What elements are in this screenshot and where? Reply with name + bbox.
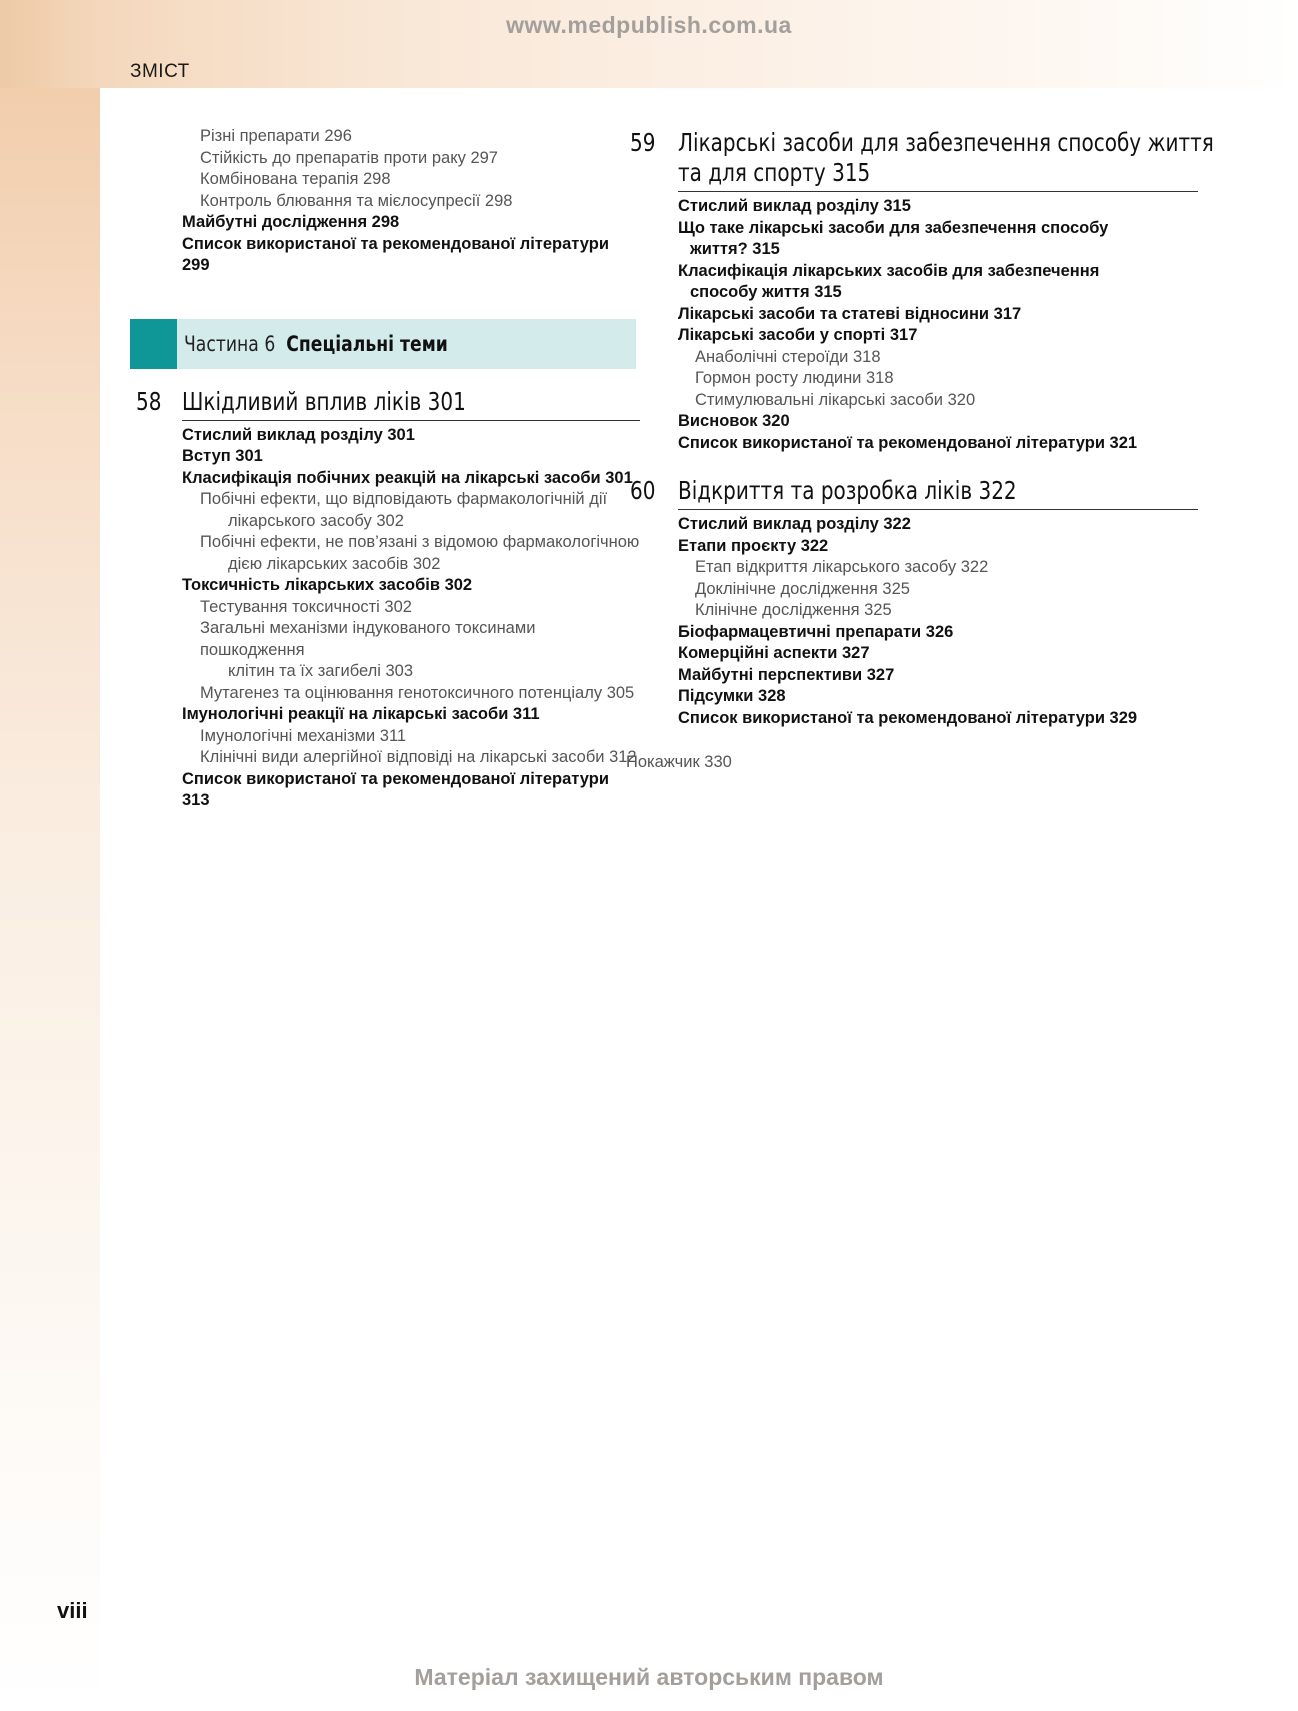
toc-section-entry — [130, 212, 640, 234]
toc-entry-text: Побічні ефекти, що відповідають фармакологічній дії — [200, 490, 608, 508]
toc-section-entry — [678, 218, 1198, 261]
chapter-number: 60 — [630, 476, 656, 505]
toc-section-entry — [130, 446, 640, 468]
toc-entry-text: Підсумки 328 — [678, 687, 786, 705]
toc-section-entry — [678, 643, 1198, 665]
toc-subsection-entry — [130, 683, 640, 705]
chapter-60-entries — [678, 514, 1198, 729]
toc-entry-text: Клінічне дослідження 325 — [695, 601, 892, 619]
toc-entry-text: Комерційні аспекти 327 — [678, 644, 870, 662]
toc-section-entry — [678, 411, 1198, 433]
toc-subsection-entry — [130, 747, 640, 769]
chapter-59 — [630, 128, 1214, 454]
toc-subsection-entry — [678, 347, 1198, 369]
chapter-title: Відкриття та розробка ліків 322 — [678, 476, 1198, 510]
toc-entry-text: Різні препарати 296 — [200, 127, 352, 145]
toc-subsection-entry — [130, 191, 640, 213]
toc-section-entry — [678, 708, 1198, 730]
chapter-59-entries — [678, 196, 1198, 454]
toc-section-entry — [678, 665, 1198, 687]
toc-entry-text: Контроль блювання та мієлосупресії 298 — [200, 191, 513, 210]
part-banner — [130, 319, 636, 369]
toc-entry-text: Лікарські засоби у спорті 317 — [678, 326, 918, 344]
toc-entry-text: Імунологічні механізми 311 — [200, 726, 407, 745]
toc-section-entry — [130, 769, 640, 812]
toc-entry-text: Список використаної та рекомендованої літератури 329 — [678, 708, 1138, 727]
toc-entry-text: Токсичність лікарських засобів 302 — [182, 576, 473, 594]
toc-entry-continuation: лікарського засобу 302 — [228, 511, 404, 530]
toc-entry-text: Стислий виклад розділу 315 — [678, 197, 911, 215]
toc-entry-text: Гормон росту людини 318 — [695, 369, 894, 387]
toc-entry-text: Загальні механізми індукованого токсинами пошкодження — [200, 619, 536, 659]
toc-entry-text: Етап відкриття лікарського засобу 322 — [695, 558, 989, 576]
toc-section-entry — [678, 325, 1198, 347]
part-banner-text — [184, 319, 448, 369]
toc-entry-text: Мутагенез та оцінювання генотоксичного потенціалу 305 — [200, 683, 635, 702]
toc-right-column — [626, 128, 1214, 772]
toc-subsection-entry — [130, 126, 640, 148]
toc-entry-text: Клінічні види алергійної відповіді на лікарські засоби 312 — [200, 748, 637, 766]
toc-section-entry — [130, 575, 640, 597]
toc-section-entry — [678, 514, 1198, 536]
toc-entry-continuation: клітин та їх загибелі 303 — [228, 662, 413, 680]
toc-entry-text: Лікарські засоби та статеві відносини 317 — [678, 304, 1022, 323]
toc-entry-text: Доклінічне дослідження 325 — [695, 579, 910, 598]
toc-subsection-entry — [678, 390, 1198, 412]
toc-entry-text: Список використаної та рекомендованої літератури 299 — [182, 234, 609, 274]
chapter-number: 58 — [136, 386, 162, 416]
toc-entry-text: Список використаної та рекомендованої літератури 321 — [678, 433, 1138, 452]
toc-entry-text: Тестування токсичності 302 — [200, 597, 412, 616]
toc-subsection-entry — [130, 597, 640, 619]
toc-section-entry — [678, 261, 1198, 304]
toc-entry-text: Біофармацевтичні препарати 326 — [678, 622, 954, 641]
chapter-58-entries — [130, 425, 640, 812]
toc-subsection-entry — [130, 618, 640, 683]
toc-subsection-entry — [130, 148, 640, 170]
index-entry: Покажчик 330 — [626, 753, 732, 771]
chapter-number: 59 — [630, 128, 656, 157]
toc-section-entry — [678, 304, 1198, 326]
toc-entry-text: Анаболічні стероїди 318 — [695, 347, 881, 366]
toc-subsection-entry — [130, 169, 640, 191]
part-banner-accent — [130, 319, 177, 369]
chapter-60 — [630, 476, 1198, 729]
toc-subsection-entry — [130, 489, 640, 532]
toc-left-column — [130, 126, 640, 812]
watermark-top: www.medpublish.com.ua — [506, 12, 792, 38]
watermark-bottom: Матеріал захищений авторським правом — [414, 1664, 884, 1690]
toc-entry-text: Комбінована терапія 298 — [200, 170, 391, 188]
toc-section-entry — [130, 425, 640, 447]
toc-subsection-entry — [678, 600, 1198, 622]
chapter-58 — [130, 387, 640, 812]
toc-section-entry — [678, 433, 1198, 455]
toc-entry-text: Висновок 320 — [678, 412, 790, 430]
toc-entry-text: Майбутні дослідження 298 — [182, 213, 400, 231]
toc-entry-continuation: способу життя 315 — [690, 283, 842, 301]
toc-entry-continuation: життя? 315 — [690, 240, 780, 258]
toc-entry-text: Що таке лікарські засоби для забезпечення способу — [678, 218, 1109, 237]
toc-entry-text: Побічні ефекти, не пов’язані з відомою фармакологічною — [200, 533, 640, 551]
toc-entries-continued — [130, 126, 640, 277]
toc-subsection-entry — [678, 557, 1198, 579]
toc-entry-text: Стійкість до препаратів проти раку 297 — [200, 148, 498, 167]
side-decor-band — [0, 0, 100, 1711]
toc-section-entry — [130, 704, 640, 726]
chapter-title: Лікарські засоби для забезпечення способу життя та для спорту 315 — [678, 128, 1198, 192]
toc-subsection-entry — [678, 579, 1198, 601]
part-title: Спеціальні теми — [286, 331, 448, 356]
toc-entry-text: Класифікація лікарських засобів для забезпечення — [678, 261, 1100, 280]
toc-entry-text: Стислий виклад розділу 301 — [182, 425, 415, 444]
toc-subsection-entry — [130, 532, 640, 575]
toc-section-entry — [678, 196, 1198, 218]
toc-section-entry — [130, 234, 640, 277]
toc-entry-continuation: дією лікарських засобів 302 — [228, 554, 441, 573]
page-number: viii — [57, 1598, 88, 1623]
toc-entry-text: Імунологічні реакції на лікарські засоби 311 — [182, 705, 540, 723]
toc-section-entry — [678, 622, 1198, 644]
toc-subsection-entry — [130, 726, 640, 748]
toc-entry-text: Етапи проєкту 322 — [678, 536, 829, 555]
toc-subsection-entry — [678, 368, 1198, 390]
toc-entry-text: Стимулювальні лікарські засоби 320 — [695, 390, 976, 409]
toc-section-entry — [130, 468, 640, 490]
toc-section-entry — [678, 536, 1198, 558]
running-head: ЗМІСТ — [130, 61, 190, 82]
toc-entry-text: Список використаної та рекомендованої літератури 313 — [182, 769, 609, 809]
toc-entry-text: Майбутні перспективи 327 — [678, 665, 895, 684]
toc-section-entry — [678, 686, 1198, 708]
toc-entry-text: Класифікація побічних реакцій на лікарські засоби 301 — [182, 468, 633, 487]
toc-entry-text: Стислий виклад розділу 322 — [678, 515, 911, 533]
part-label: Частина 6 — [184, 331, 276, 356]
toc-entry-text: Вступ 301 — [182, 447, 263, 465]
chapter-title: Шкідливий вплив ліків 301 — [182, 387, 640, 421]
